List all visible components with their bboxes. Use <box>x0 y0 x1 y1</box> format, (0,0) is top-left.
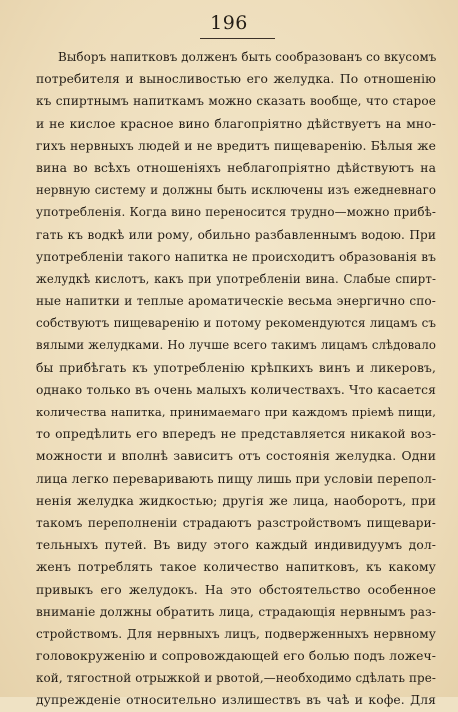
text-line: употребленія. Когда вино переносится трудно—можно прибѣ- <box>36 205 436 220</box>
text-line: ные напитки и теплые ароматическіе весьма энергично спо- <box>36 294 436 309</box>
text-line: вялыми желудками. Но лучше всего такимъ лицамъ слѣдовало <box>36 338 436 353</box>
text-line: употребленіи такого напитка не происходитъ образованія въ <box>36 249 436 264</box>
text-line: стройствомъ. Для нервныхъ лицъ, подверженныхъ нервному <box>36 626 436 641</box>
text-line: кой, тягостной отрыжкой и рвотой,—необходимо сдѣлать пре- <box>36 671 436 686</box>
text-line: ненія желудка жидкостью; другія же лица, наоборотъ, при <box>36 493 436 508</box>
text-line: можности и вполнѣ зависитъ отъ состоянія желудка. Одни <box>36 449 436 464</box>
text-line: Выборъ напитковъ долженъ быть сообразованъ со вкусомъ <box>58 50 436 64</box>
body-text <box>36 46 436 712</box>
text-line: собствуютъ пищеваренію и потому рекомендуются лицамъ съ <box>36 316 436 331</box>
text-line: то опредѣлить его впередъ не представляется никакой воз- <box>36 427 436 442</box>
text-line: тельныхъ путей. Въ виду этого каждый индивидуумъ дол- <box>36 538 436 553</box>
text-line: головокруженію и сопровождающей его болью подъ ложеч- <box>36 649 436 664</box>
text-line: такомъ переполненіи страдаютъ разстройствомъ пищевари- <box>36 515 436 530</box>
text-line: дупрежденіе относительно излишествъ въ чаѣ и кофе. Для <box>36 693 436 708</box>
text-line: количества напитка, принимаемаго при каждомъ пріемѣ пищи, <box>36 405 436 419</box>
text-line: привыкъ его желудокъ. На это обстоятельство особенное <box>36 582 436 597</box>
page-number: 196 <box>210 12 248 34</box>
text-line: гихъ нервныхъ людей и не вредитъ пищеваренію. Бѣлыя же <box>36 138 436 153</box>
text-line: къ спиртнымъ напиткамъ можно сказать вообще, что старое <box>36 94 436 109</box>
text-line: желудкѣ кислотъ, какъ при употребленіи вина. Слабые спирт- <box>36 271 436 286</box>
text-line: нервную систему и должны быть исключены изъ ежедневнаго <box>36 183 436 198</box>
text-line: вниманіе должны обратить лица, страдающія нервнымъ раз- <box>36 604 436 619</box>
text-line: гать къ водкѣ или рому, обильно разбавленнымъ водою. При <box>36 227 436 242</box>
text-line: потребителя и выносливостью его желудка. По отношенію <box>36 72 436 87</box>
text-line: и не кислое красное вино благопріятно дѣйствуетъ на мно- <box>36 116 436 131</box>
text-line: бы прибѣгать къ употребленію крѣпкихъ винъ и ликеровъ, <box>36 360 436 375</box>
text-line: вина во всѣхъ отношеніяхъ неблагопріятно дѣйствуютъ на <box>36 160 436 175</box>
text-line: лица легко переваривають пищу лишь при условіи перепол- <box>36 471 436 486</box>
header-rule <box>200 38 275 39</box>
text-line: однако только въ очень малыхъ количествахъ. Что касается <box>36 382 436 397</box>
text-line: женъ потреблять такое количество напитковъ, къ какому <box>36 560 436 575</box>
